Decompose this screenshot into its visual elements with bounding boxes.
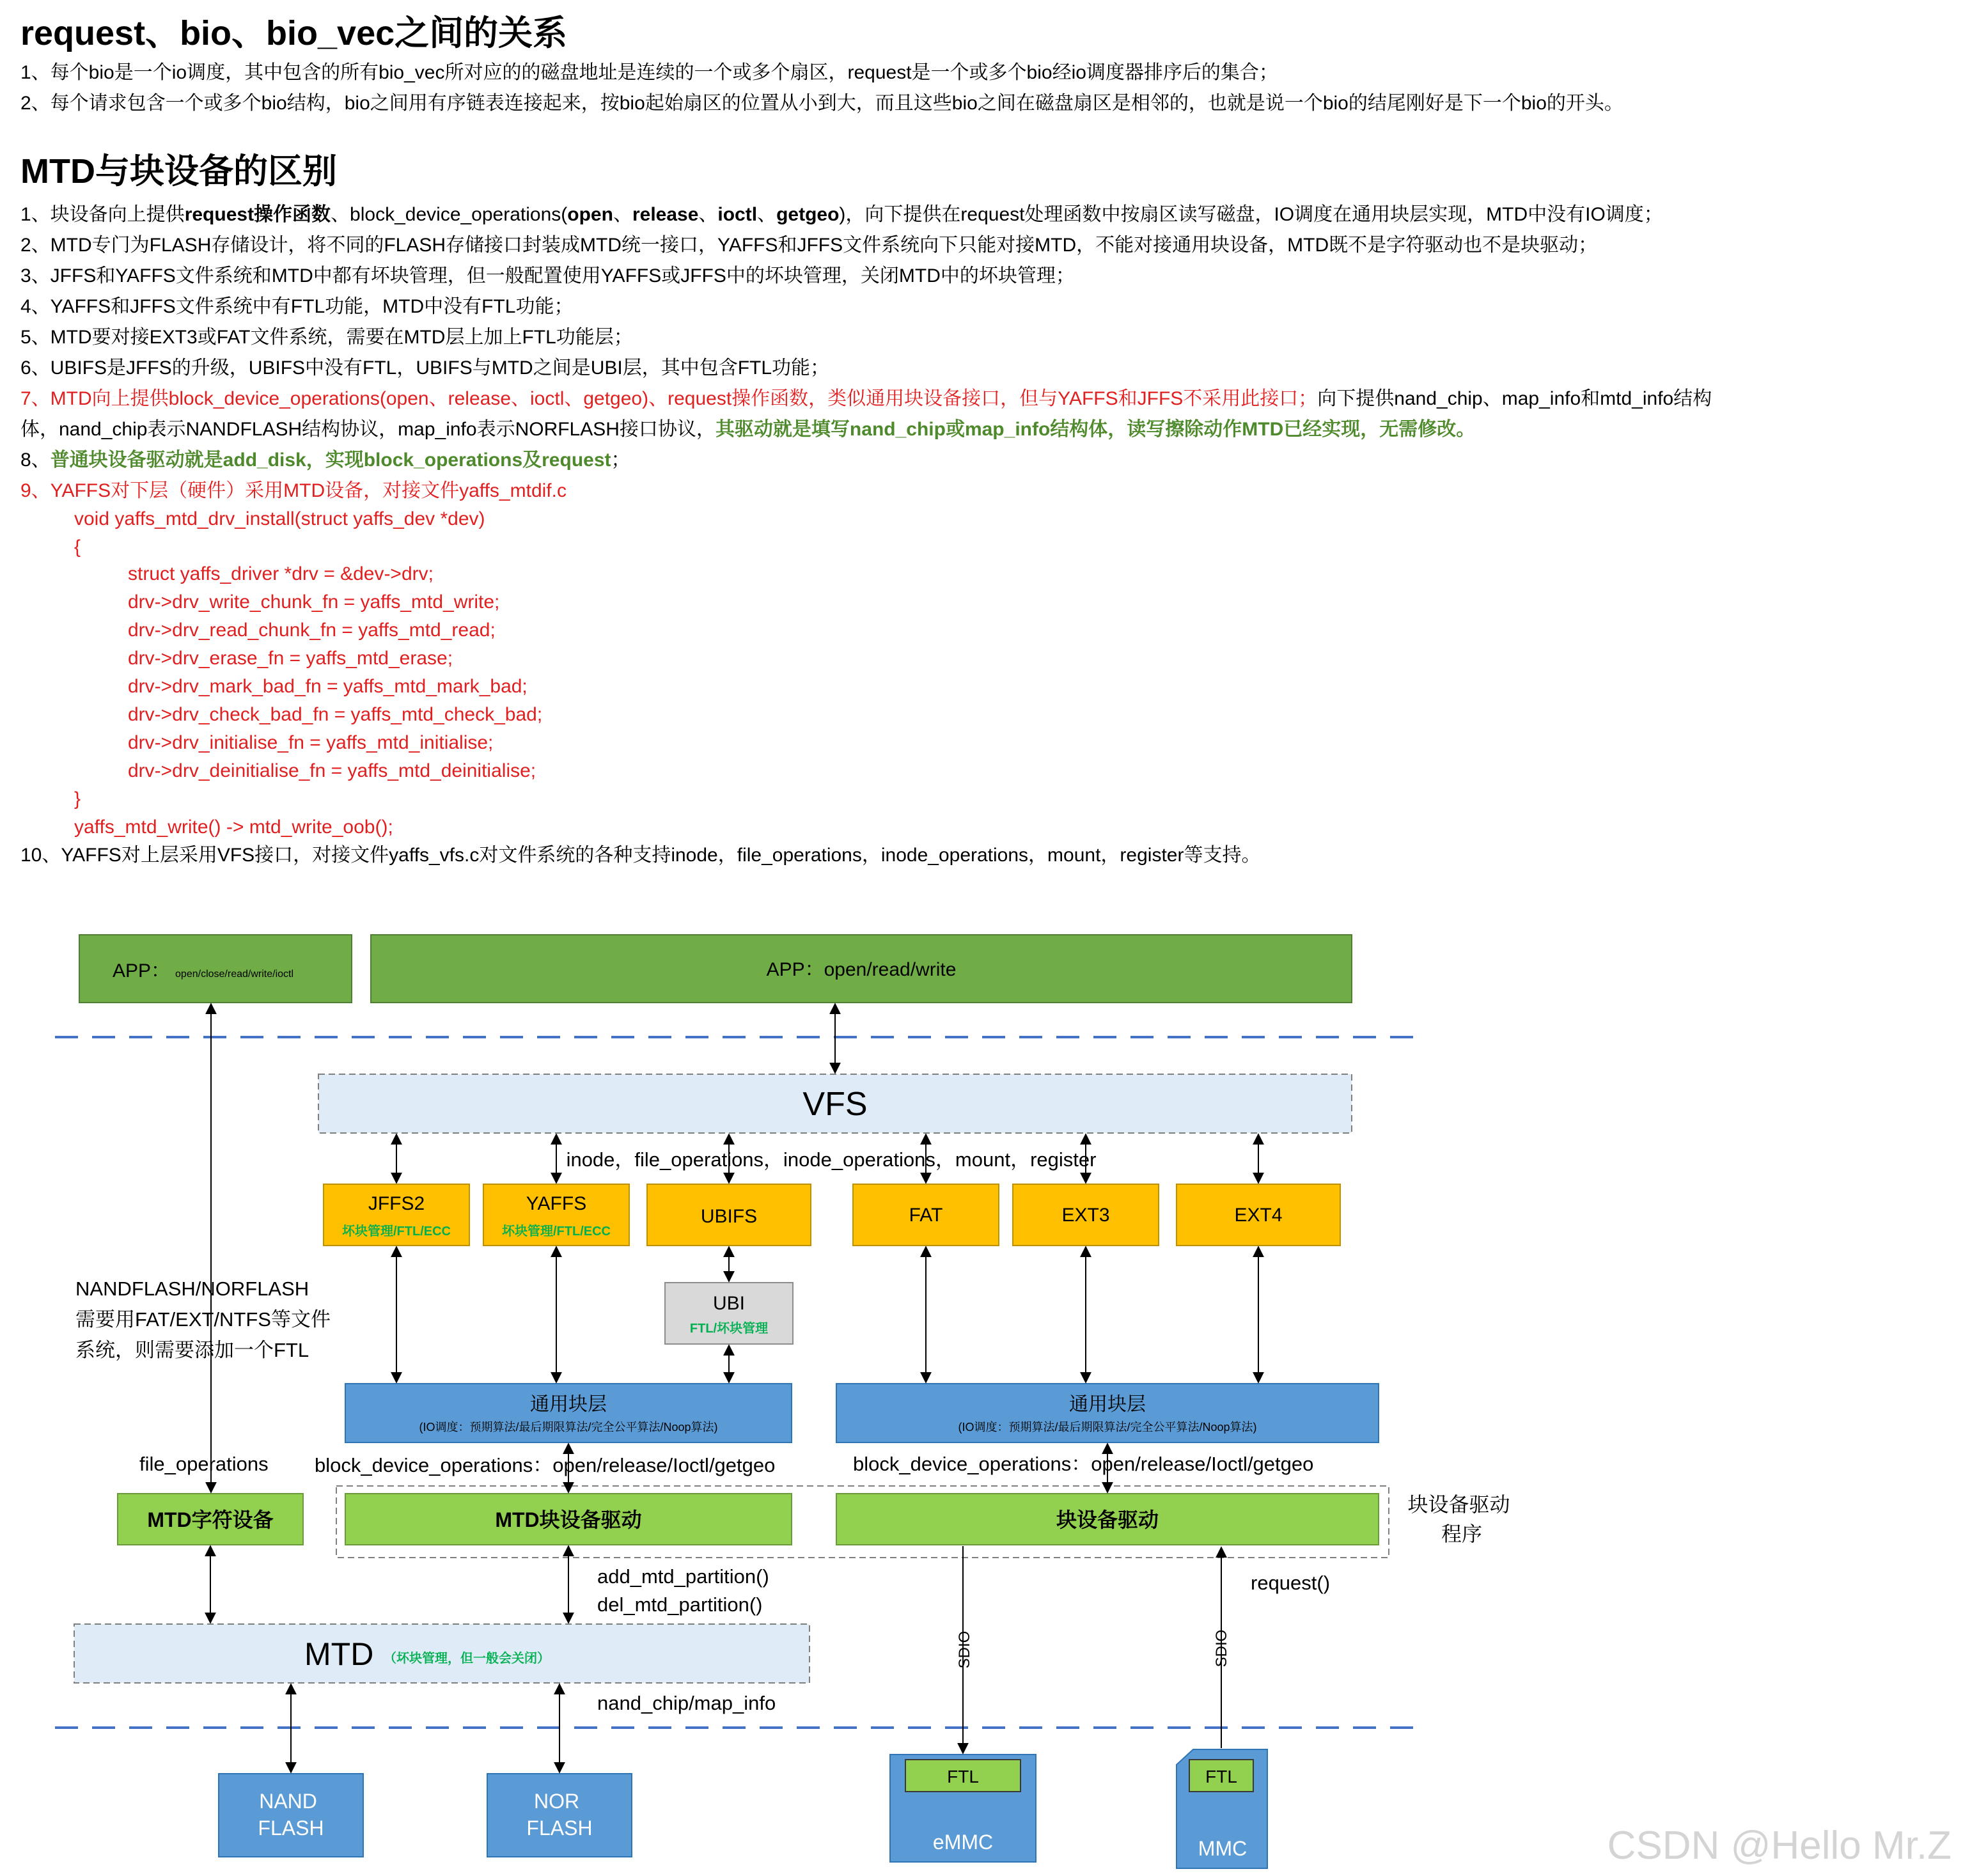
section2-line-2: 2、MTD专门为FLASH存储设计，将不同的FLASH存储接口封装成MTD统一接口，YAFFS和JFFS文件系统向下只能对接MTD，不能对接通用块设备，MTD既不是字符驱动也不是块驱动； — [20, 235, 1598, 256]
code-line-3: struct yaffs_driver *drv = &dev->drv; — [128, 563, 434, 584]
l1-g: 、 — [698, 204, 718, 225]
mtd-label: MTD — [304, 1636, 374, 1672]
block-layer-right-title: 通用块层 — [1069, 1394, 1146, 1415]
vfs-ops-label: inode，file_operations，inode_operations，mount，register — [566, 1148, 1097, 1171]
ext4-label: EXT4 — [1234, 1205, 1283, 1226]
l1-e: 、 — [613, 204, 632, 225]
note-line-3: 系统，则需要添加一个FTL — [75, 1339, 309, 1361]
code-line-6: drv->drv_erase_fn = yaffs_mtd_erase; — [128, 648, 453, 669]
l1-c: 、block_device_operations( — [331, 204, 568, 225]
code-line-2: { — [74, 536, 81, 558]
code-line-9: drv->drv_initialise_fn = yaffs_mtd_initialise; — [128, 732, 494, 753]
app-left-label: APP： — [113, 960, 171, 981]
l8-b: 普通块设备驱动就是add_disk，实现block_operations及request — [50, 449, 611, 471]
mtd-char-label: MTD字符设备 — [147, 1508, 274, 1531]
block-layer-left-title: 通用块层 — [530, 1394, 607, 1415]
mmc-ftl-label: FTL — [1205, 1767, 1237, 1786]
block-driver-label: 块设备驱动 — [1056, 1508, 1159, 1531]
section2-line-5: 5、MTD要对接EXT3或FAT文件系统，需要在MTD层上加上FTL功能层； — [20, 327, 633, 348]
l7-red: 7、MTD向上提供block_device_operations(open、release、ioctl、getgeo)、request操作函数，类似通用块设备接口，但与YAFFS和JFFS不采用此接口； — [20, 388, 1318, 409]
code-line-11: } — [74, 788, 81, 809]
jffs2-label: JFFS2 — [368, 1193, 425, 1214]
l7-black: 向下提供nand_chip、map_info和mtd_info结构 — [1317, 388, 1712, 409]
emmc-ftl-label: FTL — [947, 1767, 979, 1786]
block-layer-left-sub: (IO调度：预期算法/最后期限算法/完全公平算法/Noop算法) — [419, 1421, 718, 1434]
l1-i: 、 — [757, 204, 777, 225]
yaffs-label: YAFFS — [526, 1193, 587, 1214]
l1-a: 1、块设备向上提供 — [20, 204, 185, 225]
l1-j: getgeo — [776, 204, 840, 225]
section2-line-4: 4、YAFFS和JFFS文件系统中有FTL功能，MTD中没有FTL功能； — [20, 296, 574, 317]
mtd-block-label: MTD块设备驱动 — [495, 1508, 642, 1531]
code-line-12: yaffs_mtd_write() -> mtd_write_oob(); — [74, 817, 393, 838]
section1-line-1: 1、每个bio是一个io调度，其中包含的所有bio_vec所对应的的磁盘地址是连续的一个或多个扇区，request是一个或多个bio经io调度器排序后的集合； — [20, 62, 1278, 83]
vfs-label: VFS — [802, 1086, 868, 1123]
block-layer-right-sub: (IO调度：预期算法/最后期限算法/完全公平算法/Noop算法) — [958, 1421, 1257, 1434]
code-line-7: drv->drv_mark_bad_fn = yaffs_mtd_mark_bad; — [128, 676, 528, 697]
code-line-1: void yaffs_mtd_drv_install(struct yaffs_dev *dev) — [74, 508, 485, 529]
app-left-ops: open/close/read/write/ioctl — [175, 969, 294, 980]
nand-flash-box — [219, 1774, 363, 1857]
architecture-diagram — [0, 889, 1963, 1876]
code-line-8: drv->drv_check_bad_fn = yaffs_mtd_check_bad; — [128, 704, 543, 725]
section2-line-10: 10、YAFFS对上层采用VFS接口，对接文件yaffs_vfs.c对文件系统的各种支持inode，file_operations，inode_operations，mount，register等支持。 — [20, 845, 1261, 866]
code-line-5: drv->drv_read_chunk_fn = yaffs_mtd_read; — [128, 620, 496, 641]
section2-line-9: 9、YAFFS对下层（硬件）采用MTD设备，对接文件yaffs_mtdif.c — [20, 480, 567, 501]
nor-flash-box — [487, 1774, 632, 1857]
blk-label-1: 块设备驱动 — [1407, 1493, 1510, 1516]
del-partition-label: del_mtd_partition() — [597, 1593, 763, 1616]
sdio-right-label: SDIO — [1213, 1629, 1230, 1668]
sdio-left-label: SDIO — [956, 1630, 973, 1669]
ext3-label: EXT3 — [1061, 1205, 1110, 1226]
l1-h: ioctl — [717, 204, 758, 225]
add-partition-label: add_mtd_partition() — [597, 1565, 769, 1588]
l7b-black: 体，nand_chip表示NANDFLASH结构协议，map_info表示NORFLASH接口协议， — [20, 419, 716, 440]
blk-label-2: 程序 — [1441, 1522, 1483, 1545]
l7b-green: 其驱动就是填写nand_chip或map_info结构体，读写擦除动作MTD已经实现，无需修改。 — [715, 419, 1476, 440]
ubifs-label: UBIFS — [700, 1206, 758, 1227]
section2-line-8 — [20, 446, 630, 474]
nor-line-1: NOR — [534, 1790, 580, 1813]
l1-b: request操作函数 — [184, 204, 331, 225]
l1-k: )，向下提供在request处理函数中按扇区读写磁盘，IO调度在通用块层实现，MTD中没有IO调度； — [839, 204, 1663, 225]
section2-line-6: 6、UBIFS是JFFS的升级，UBIFS中没有FTL，UBIFS与MTD之间是UBI层，其中包含FTL功能； — [20, 357, 830, 379]
request-label: request() — [1251, 1572, 1331, 1594]
ubi-label: UBI — [712, 1293, 746, 1314]
file-operations-label: file_operations — [139, 1453, 269, 1475]
section1-line-2: 2、每个请求包含一个或多个bio结构，bio之间用有序链表连接起来，按bio起始扇区的位置从小到大，而且这些bio之间在磁盘扇区是相邻的，也就是说一个bio的结尾刚好是下一个bio的开头。 — [20, 93, 1623, 114]
watermark: CSDN @Hello Mr.Z — [1607, 1824, 1951, 1868]
section2-line-7 — [20, 385, 1712, 413]
section2-line-3: 3、JFFS和YAFFS文件系统和MTD中都有坏块管理，但一般配置使用YAFFS或JFFS中的坏块管理，关闭MTD中的坏块管理； — [20, 265, 1075, 286]
nand-map-label: nand_chip/map_info — [597, 1692, 776, 1714]
code-line-4: drv->drv_write_chunk_fn = yaffs_mtd_write; — [128, 591, 500, 613]
ftl-note — [75, 1278, 336, 1361]
mmc-label: MMC — [1198, 1837, 1247, 1860]
note-line-2: 需要用FAT/EXT/NTFS等文件 — [75, 1308, 331, 1331]
bdo-right-label: block_device_operations：open/release/Ioctl/getgeo — [853, 1453, 1314, 1475]
l8-c: ； — [611, 449, 630, 471]
mtd-sub: （坏块管理，但一般会关闭） — [384, 1652, 550, 1666]
l8-a: 8、 — [20, 449, 51, 471]
app-right-label: APP：open/read/write — [766, 959, 957, 980]
section2-line-1 — [20, 201, 1663, 229]
nor-line-2: FLASH — [526, 1817, 593, 1840]
l1-d: open — [567, 204, 613, 225]
ubi-sub: FTL/坏块管理 — [689, 1322, 769, 1336]
section1-title: request、bio、bio_vec之间的关系 — [20, 14, 568, 52]
code-line-10: drv->drv_deinitialise_fn = yaffs_mtd_deinitialise; — [128, 760, 536, 781]
l1-f: release — [632, 204, 699, 225]
nand-line-2: FLASH — [258, 1817, 324, 1840]
section2-title: MTD与块设备的区别 — [20, 152, 337, 191]
fat-label: FAT — [909, 1205, 943, 1226]
section2-line-7b — [20, 416, 1475, 444]
yaffs-sub: 坏块管理/FTL/ECC — [502, 1224, 611, 1239]
bdo-left-label: block_device_operations：open/release/Ioctl/getgeo — [315, 1454, 776, 1476]
block-driver-group-label — [1408, 1493, 1516, 1545]
note-line-1: NANDFLASH/NORFLASH — [75, 1278, 309, 1300]
nand-line-1: NAND — [259, 1790, 317, 1813]
emmc-label: eMMC — [932, 1831, 994, 1854]
jffs2-sub: 坏块管理/FTL/ECC — [342, 1224, 451, 1239]
